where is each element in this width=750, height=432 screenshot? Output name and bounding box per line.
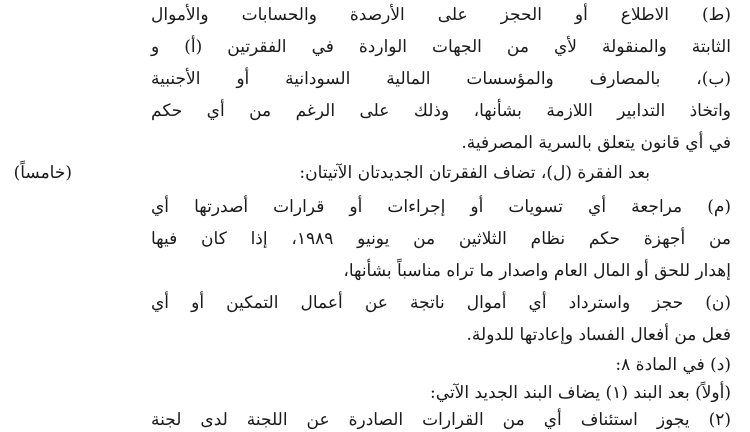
paragraph-line: الثابتة والمنقولة لأي من الجهات الواردة في الفقرتين (أ) و — [151, 37, 731, 57]
paragraph-line: إهدار للحق أو المال العام واصدار ما تراه مناسباً بشأنها، — [343, 261, 731, 281]
paragraph-line: (ط) الاطلاع أو الحجز على الأرصدة والحسابات والأموال — [151, 5, 731, 25]
paragraph-line: في أي قانون يتعلق بالسرية المصرفية. — [461, 133, 731, 153]
paragraph-line: (٢) يجوز استئناف أي من القرارات الصادرة عن اللجنة لدى لجنة — [151, 410, 731, 430]
paragraph-line: واتخاذ التدابير اللازمة بشأنها، وذلك على الرغم من أي حكم — [151, 101, 731, 121]
paragraph-line: (د) في المادة ٨: — [615, 355, 731, 375]
paragraph-line: من أجهزة حكم نظام الثلاثين من يونيو ١٩٨٩، إذا كان فيها — [151, 229, 731, 249]
paragraph-line: (م) مراجعة أي تسويات أو إجراءات أو قرارات أصدرتها أي — [151, 197, 731, 217]
paragraph-line: (ن) حجز واسترداد أي أموال ناتجة عن أعمال التمكين أو أي — [151, 293, 731, 313]
paragraph-line: بعد الفقرة (ل)، تضاف الفقرتان الجديدتان الآتيتان: — [299, 163, 650, 183]
section-label: (خامساً) — [13, 163, 72, 183]
paragraph-line: (ب)، بالمصارف والمؤسسات المالية السودانية أو الأجنبية — [151, 69, 731, 89]
paragraph-line: (أولاً) بعد البند (١) يضاف البند الجديد الآتي: — [430, 383, 731, 403]
paragraph-line: فعل من أفعال الفساد وإعادتها للدولة. — [466, 325, 731, 345]
